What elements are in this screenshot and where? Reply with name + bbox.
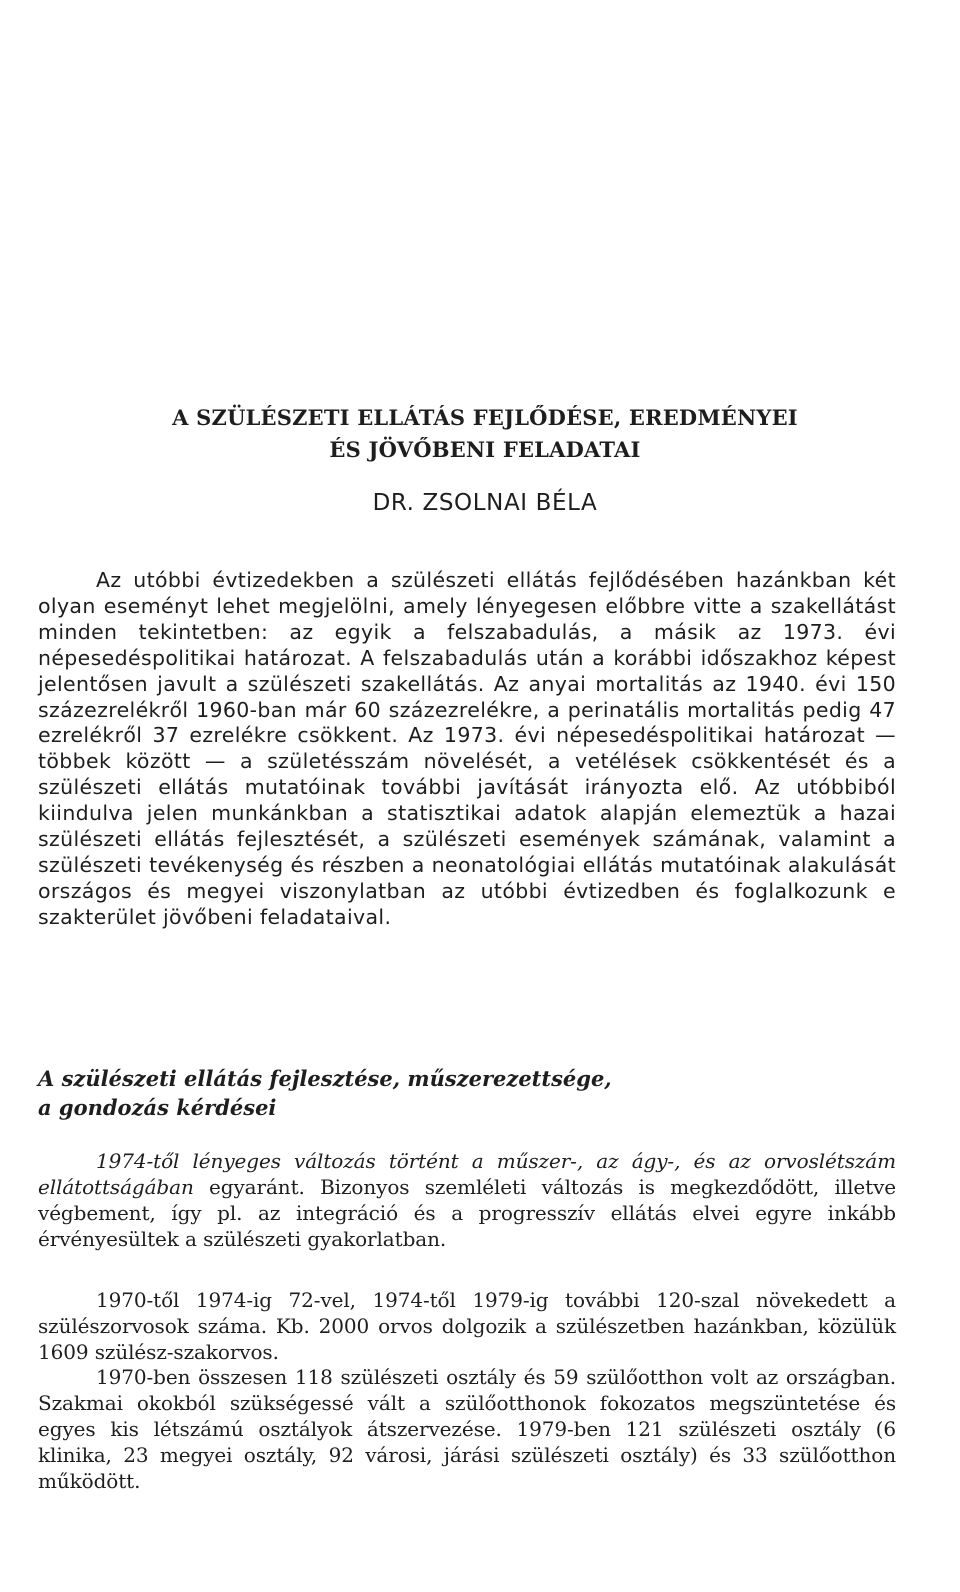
intro-paragraph: Az utóbbi évtizedekben a szülészeti ellátás fejlődésében hazánkban két olyan eseményt lehet megjelölni, amely lényegesen előbbre vitte a szakellátást minden tekintetben: az egyik a felszabadulás, a másik az 1973. évi népesedéspolitikai határozat. A felszabadulás után a korábbi időszakhoz képest jelentősen javult a szülészeti szakellátás. Az anyai mortalitás az 1940. évi 150 százezrelékről 1960-ban már 60 százezrelékre, a perinatális mortalitás pedig 47 ezrelékről 37 ezrelékre csökkent. Az 1973. évi népesedéspolitikai határozat — többek között — a születésszám növelését, a vetélések csökkentését és a szülészeti ellátás mutatóinak további javítását irányozta elő. Az utóbbiból kiindulva jelen munkánkban a statisztikai adatok alapján elemeztük a hazai szülészeti ellátás fejlesztését, a szülészeti események számának, valamint a szülészeti tevékenység és részben a neonatológiai ellátás mutatóinak alakulását országos és megyei viszonylatban az utóbbi évtizedben és foglalkozunk e szakterület jövőbeni feladataival. [38, 568, 896, 929]
section-heading [38, 1064, 738, 1122]
article-title-line-1: A SZÜLÉSZETI ELLÁTÁS FEJLŐDÉSE, EREDMÉNYEI [172, 405, 798, 430]
paragraph-text: egyaránt. Bizonyos szemléleti változás is megkezdődött, illetve végbement, így pl. az integráció és a progresszív ellátás elvei egyre inkább érvényesültek a szülészeti gyakorlatban. [38, 1175, 896, 1251]
section-paragraph-2: 1970-től 1974-ig 72-vel, 1974-től 1979-ig további 120-szal növekedett a szülészorvosok száma. Kb. 2000 orvos dolgozik a szülészetben hazánkban, közülük 1609 szülész-szakorvos. [38, 1288, 896, 1364]
emphasized-text: 1974-től lényeges változás történt a műszer-, az ágy-, és az orvoslétszám ellátottságában [38, 1149, 896, 1199]
section-paragraph-3: 1970-ben összesen 118 szülészeti osztály és 59 szülőotthon volt az országban. Szakmai okokból szükségessé vált a szülőotthonok fokozatos megszüntetése és egyes kis létszámú osztályok átszervezése. 1979-ben 121 szülészeti osztály (6 klinika, 23 megyei osztály, 92 városi, járási szülészeti osztály) és 33 szülőotthon működött. [38, 1365, 896, 1493]
author-name: DR. ZSOLNAI BÉLA [372, 490, 598, 516]
section-paragraph-1 [38, 1148, 896, 1252]
section-heading-line-2: a gondozás kérdései [38, 1095, 277, 1120]
section-heading-line-1: A szülészeti ellátás fejlesztése, műszerezettsége, [38, 1066, 612, 1091]
article-title-line-2: ÉS JÖVŐBENI FELADATAI [329, 437, 641, 462]
